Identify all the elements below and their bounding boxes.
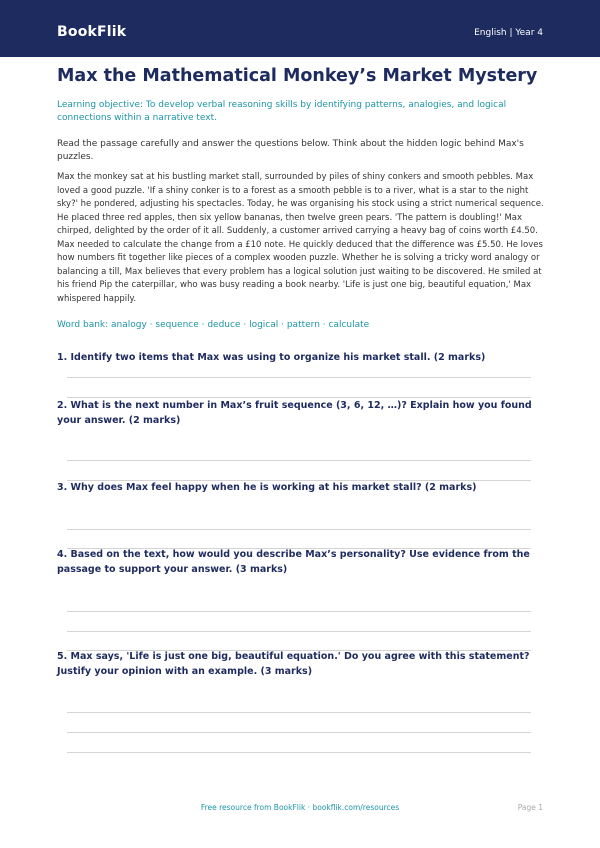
answer-line[interactable] xyxy=(67,752,531,753)
answer-line[interactable] xyxy=(67,631,531,632)
question-3: 3. Why does Max feel happy when he is working at his market stall? (2 marks) xyxy=(57,482,477,493)
reading-passage: Max the monkey sat at his bustling market stall, surrounded by piles of shiny conkers and smooth pebbles. Max loved a good puzzle. 'If a shiny conker is to a forest as a smooth pebble is to a river, what is a star to the night sky?' he pondered, adjusting his spectacles. Today, he was organising his stock using a strict numerical sequence. He placed three red apples, then six yellow bananas, then twelve green pears. 'The pattern is doubling!' Max chirped, delighted by the order of it all. Suddenly, a customer arrived carrying a heavy bag of coins worth £4.50. Max needed to calculate the change from a £10 note. He quickly deduced that the difference was £5.50. He loves how numbers fit together like pieces of a complex wooden puzzle. Whether he is solving a tricky word analogy or balancing a till, Max believes that every problem has a logical solution just waiting to be discovered. He smiled at his friend Pip the caterpillar, who was busy reading a book nearby. 'Life is just one big, beautiful equation,' Max whispered happily. xyxy=(57,172,544,304)
answer-line[interactable] xyxy=(67,377,531,378)
learning-objective: Learning objective: To develop verbal reasoning skills by identifying patterns, analogies, and logical connections within a narrative text. xyxy=(57,100,507,123)
page-number: Page 1 xyxy=(517,803,543,812)
question-4: 4. Based on the text, how would you describe Max’s personality? Use evidence from the passage to support your answer. (3 marks) xyxy=(57,549,530,575)
question-1: 1. Identify two items that Max was using to organize his market stall. (2 marks) xyxy=(57,352,486,363)
answer-line[interactable] xyxy=(67,529,531,530)
subject-year: English | Year 4 xyxy=(474,28,543,38)
answer-line[interactable] xyxy=(67,650,531,651)
answer-line[interactable] xyxy=(67,611,531,612)
page-header xyxy=(0,0,600,57)
page-title: Max the Mathematical Monkey’s Market Mystery xyxy=(57,66,538,86)
question-2: 2. What is the next number in Max’s fruit sequence (3, 6, 12, …)? Explain how you found your answer. (2 marks) xyxy=(57,400,532,426)
answer-line[interactable] xyxy=(67,732,531,733)
footer-link[interactable]: Free resource from BookFlik · bookflik.com/resources xyxy=(200,803,400,812)
answer-line[interactable] xyxy=(67,397,531,398)
answer-line[interactable] xyxy=(67,548,531,549)
answer-line[interactable] xyxy=(67,480,531,481)
brand-logo: BookFlik xyxy=(57,24,127,40)
answer-line[interactable] xyxy=(67,712,531,713)
answer-line[interactable] xyxy=(67,460,531,461)
word-bank: Word bank: analogy · sequence · deduce · logical · pattern · calculate xyxy=(57,320,370,330)
question-5: 5. Max says, 'Life is just one big, beautiful equation.' Do you agree with this statement? Justify your opinion with an example. (3 marks) xyxy=(57,651,530,677)
instructions: Read the passage carefully and answer the questions below. Think about the hidden logic behind Max's puzzles. xyxy=(57,139,524,162)
